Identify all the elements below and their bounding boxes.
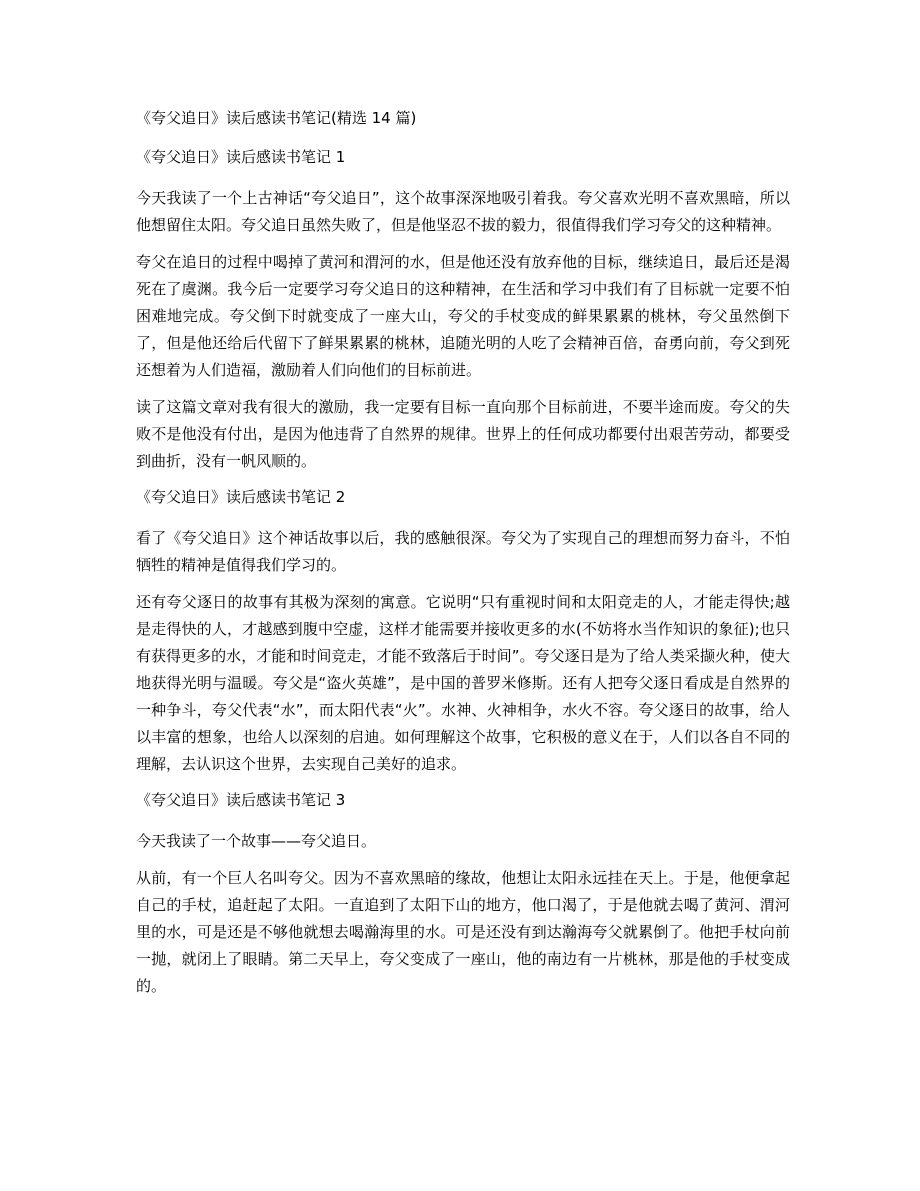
section-heading-3: 《夸父追日》读后感读书笔记 3	[136, 791, 346, 809]
paragraph: 还有夸父逐日的故事有其极为深刻的寓意。它说明“只有重视时间和太阳竞走的人，才能走得快;越是走得快的人，才越感到腹中空虚，这样才能需要并接收更多的水(不妨将水当作知识的象征);也只有获得更多的水，才能和时间竞走，才能不致落后于时间”。夸父逐日是为了给人类采撷火种，使大地获得光明与温暖。夸父是“盗火英雄”，是中国的普罗米修斯。还有人把夸父逐日看成是自然界的一种争斗，夸父代表“水”，而太阳代表“火”。水神、火神相争，水火不容。夸父逐日的故事，给人以丰富的想象，也给人以深刻的启迪。如何理解这个故事，它积极的意义在于，人们以各自不同的理解，去认识这个世界，去实现自己美好的追求。	[136, 593, 790, 773]
paragraph: 从前，有一个巨人名叫夸父。因为不喜欢黑暗的缘故，他想让太阳永远挂在天上。于是，他便拿起自己的手杖，追赶起了太阳。一直追到了太阳下山的地方，他口渴了，于是他就去喝了黄河、渭河里的水，可是还是不够他就想去喝瀚海里的水。可是还没有到达瀚海夸父就累倒了。他把手杖向前一抛，就闭上了眼睛。第二天早上，夸父变成了一座山，他的南边有一片桃林，那是他的手杖变成的。	[136, 869, 790, 995]
paragraph: 夸父在追日的过程中喝掉了黄河和渭河的水，但是他还没有放弃他的目标，继续追日，最后还是渴死在了虞渊。我今后一定要学习夸父追日的这种精神，在生活和学习中我们有了目标就一定要不怕困难地完成。夸父倒下时就变成了一座大山，夸父的手杖变成的鲜果累累的桃林，夸父虽然倒下了，但是他还给后代留下了鲜果累累的桃林，追随光明的人吃了会精神百倍，奋勇向前，夸父到死还想着为人们造福，激励着人们向他们的目标前进。	[136, 253, 790, 379]
paragraph: 今天我读了一个上古神话“夸父追日”，这个故事深深地吸引着我。夸父喜欢光明不喜欢黑暗，所以他想留住太阳。夸父追日虽然失败了，但是他坚忍不拔的毅力，很值得我们学习夸父的这种精神。	[136, 189, 790, 234]
section-heading-2: 《夸父追日》读后感读书笔记 2	[136, 488, 346, 506]
document-title: 《夸父追日》读后感读书笔记(精选 14 篇)	[136, 109, 417, 127]
paragraph: 看了《夸父追日》这个神话故事以后，我的感触很深。夸父为了实现自己的理想而努力奋斗，不怕牺牲的精神是值得我们学习的。	[136, 529, 790, 574]
section-heading-1: 《夸父追日》读后感读书笔记 1	[136, 148, 346, 166]
paragraph: 今天我读了一个故事——夸父追日。	[136, 832, 377, 850]
paragraph: 读了这篇文章对我有很大的激励，我一定要有目标一直向那个目标前进，不要半途而废。夸父的失败不是他没有付出，是因为他违背了自然界的规律。世界上的任何成功都要付出艰苦劳动，都要受到曲折，没有一帆风顺的。	[136, 398, 790, 470]
